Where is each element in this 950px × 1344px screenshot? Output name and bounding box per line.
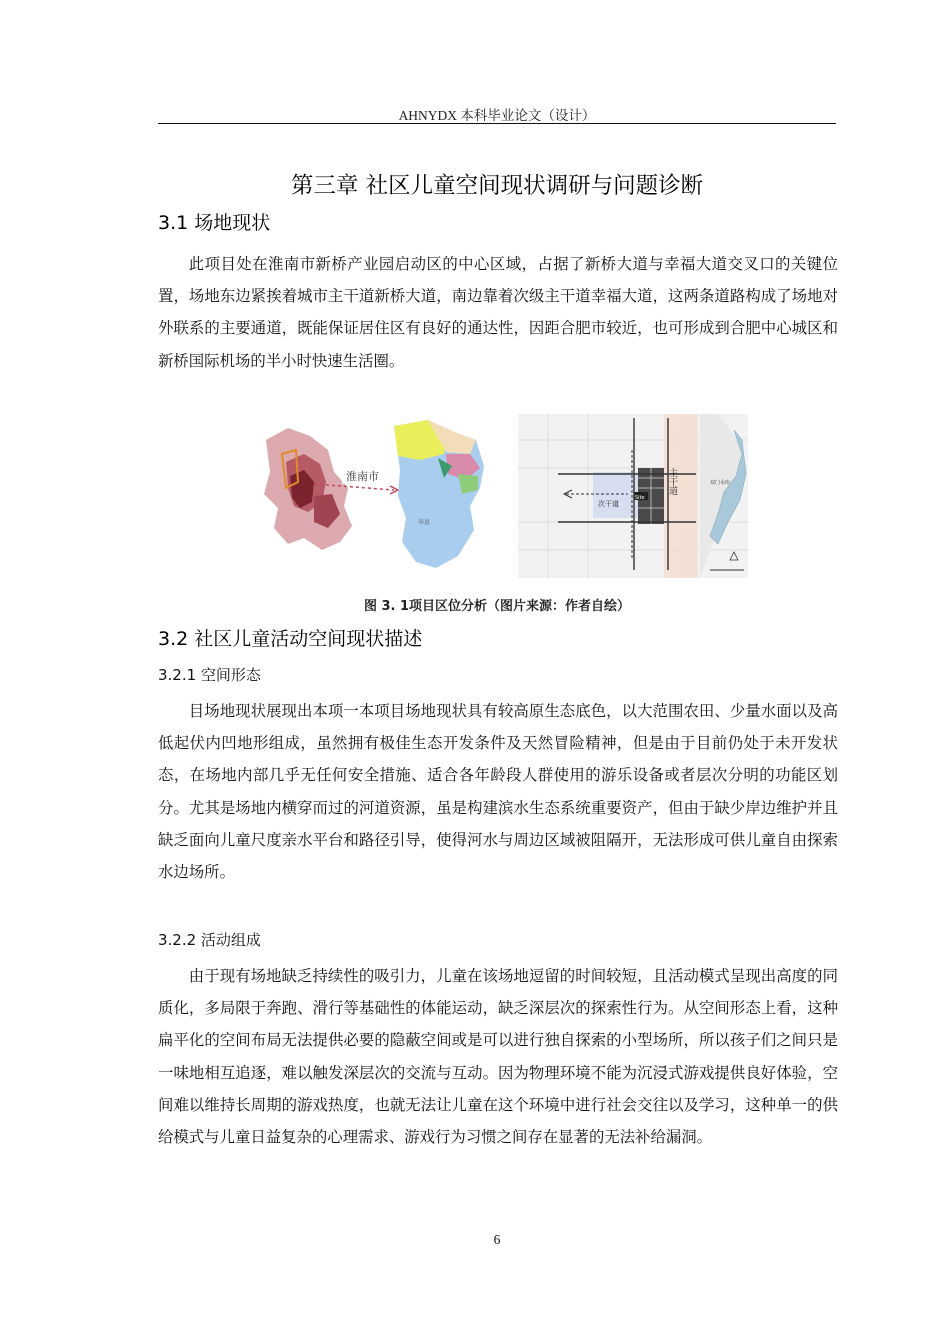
section-3-2-heading: 3.2 社区儿童活动空间现状描述 [158,628,423,650]
location-analysis-figure [248,410,752,580]
county-map [394,420,484,568]
map-label-county: 寿县 [418,519,431,526]
map-label-city: 淮南市 [346,470,379,483]
regional-map [264,428,398,550]
section-3-2-2-heading: 3.2.2 活动组成 [158,931,261,949]
site-plan [518,414,748,578]
chapter-title: 第三章 社区儿童空间现状调研与问题诊断 [290,173,704,199]
section-3-1-heading: 3.1 场地现状 [158,212,271,234]
section-3-1-paragraph: 此项目处在淮南市新桥产业园启动区的中心区域，占据了新桥大道与幸福大道交叉口的关键位置，场地东边紧挨着城市主干道新桥大道，南边靠着次级主干道幸福大道，这两条道路构成了场地对外联系的主要通道，既能保证居住区有良好的通达性，因距合肥市较近，也可形成到合肥中心城区和新桥国际机场的半小时快速生活圈。 [158,255,838,370]
plan-label-main-road: 主干道 [667,468,677,495]
running-header: AHNYDX 本科毕业论文（设计） [398,108,596,123]
section-3-2-2-paragraph: 由于现有场地缺乏持续性的吸引力，儿童在该场地逗留的时间较短，且活动模式呈现出高度的同质化，多局限于奔跑、滑行等基础性的体能运动，缺乏深层次的探索性行为。从空间形态上看，这种扁平化的空间布局无法提供必要的隐蔽空间或是可以进行独自探索的小型场所，所以孩子们之间只是一味地相互追逐，难以触发深层次的交流与互动。因为物理环境不能为沉浸式游戏提供良好体验，空间难以维持长周期的游戏热度，也就无法让儿童在这个环境中进行社会交往以及学习，这种单一的供给模式与儿童日益复杂的心理需求、游戏行为习惯之间存在显著的无法补给漏洞。 [158,967,838,1147]
section-3-2-1-paragraph: 目场地现状展现出本项一本项目场地现状具有较高原生态底色，以大范围农田、少量水面以及高低起伏内凹地形组成，虽然拥有极佳生态开发条件及天然冒险精神，但是由于目前仍处于未开发状态，在场地内部几乎无任何安全措施、适合各年龄段人群使用的游乐设备或者层次分明的功能区划分。尤其是场地内横穿而过的河道资源，虽是构建滨水生态系统重要资产，但由于缺少岸边维护并且缺乏面向儿童尺度亲水平台和路径引导，使得河水与周边区域被阻隔开，无法形成可供儿童自由探索水边场所。 [158,702,838,882]
plan-label-site: Site [635,495,645,501]
plan-label-lake: 双门水库 [710,480,731,486]
plan-label-secondary-road: 次干道 [598,500,619,508]
location-maps [248,410,752,580]
figure-caption: 图 3. 1项目区位分析（图片来源：作者自绘） [363,599,631,614]
page-number: 6 [493,1232,501,1247]
header-rule [158,123,836,124]
section-3-2-1-heading: 3.2.1 空间形态 [158,666,261,684]
